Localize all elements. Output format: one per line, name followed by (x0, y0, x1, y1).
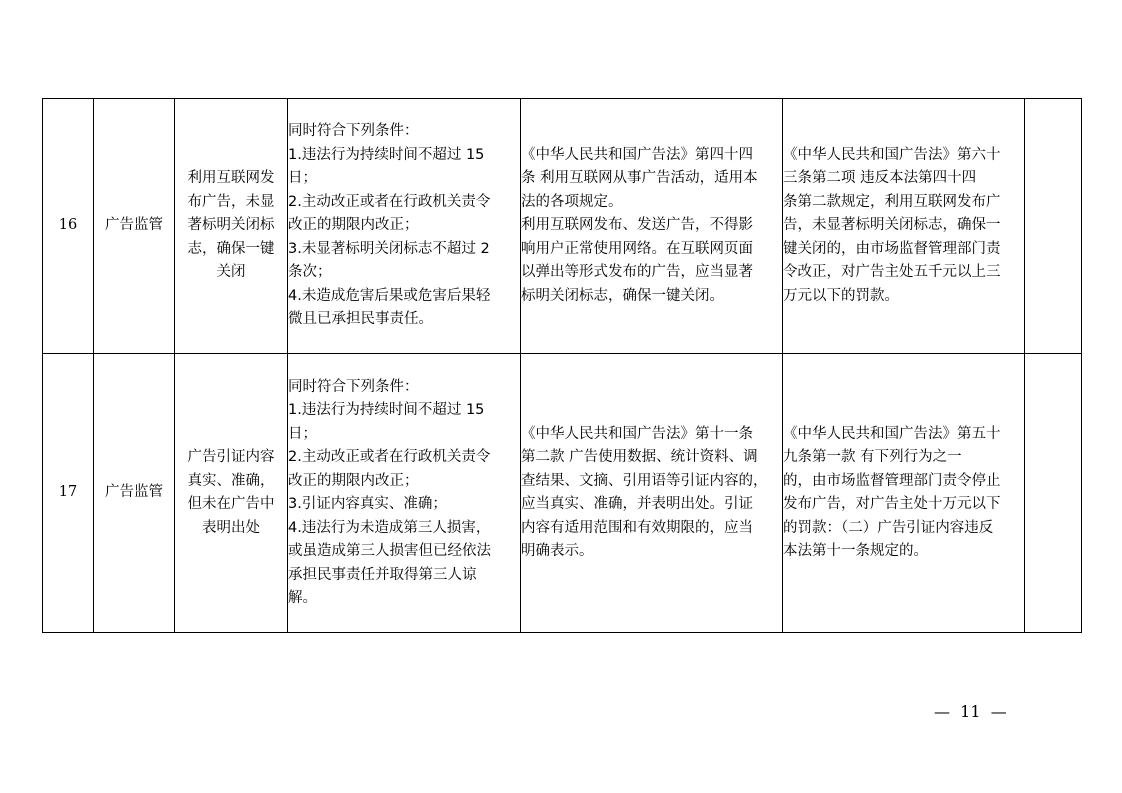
text-line: 三条第二项 违反本法第四十四 (783, 170, 977, 187)
text-line: 《中华人民共和国广告法》第十一条 (521, 425, 753, 442)
text-line: 1.违法行为持续时间不超过 15 (288, 146, 485, 163)
text-line: 万元以下的罚款。 (783, 287, 899, 304)
text-line: 的罚款：（二）广告引证内容违反 (783, 519, 994, 536)
matter-cell (175, 354, 288, 633)
page-number: — 11 — (934, 702, 1007, 721)
remark-cell (1025, 99, 1082, 354)
text-line: 著标明关闭标 (187, 217, 275, 234)
text-line: 《中华人民共和国广告法》第四十四 (521, 146, 753, 163)
row-number: 17 (43, 354, 94, 633)
text-line: 键关闭的，由市场监督管理部门责 (783, 240, 1001, 257)
condition-cell (288, 354, 521, 633)
enforcement-table (42, 98, 1082, 633)
text-line: 利用互联网发布、发送广告，不得影 (521, 217, 753, 234)
legal-basis-cell (521, 99, 783, 354)
text-line: 以弹出等形式发布的广告，应当显著 (521, 264, 753, 281)
text-line: 《中华人民共和国广告法》第六十 (783, 146, 1001, 163)
text-line: 表明出处 (202, 519, 260, 536)
text-line: 条 利用互联网从事广告活动，适用本 (521, 170, 758, 187)
text-line: 令改正，对广告主处五千元以上三 (783, 264, 1001, 281)
text-line: 2.主动改正或者在行政机关责令 (288, 193, 491, 210)
text-line: 本法第十一条规定的。 (783, 543, 928, 559)
text-line: 志，确保一键 (187, 240, 275, 257)
text-line: 广告引证内容 (187, 449, 275, 465)
text-line: 4.未造成危害后果或危害后果轻 (288, 287, 491, 304)
text-line: 但未在广告中 (187, 496, 275, 512)
row-number: 16 (43, 99, 94, 354)
text-line: 标明关闭标志，确保一键关闭。 (521, 287, 724, 304)
text-line: 发布广告，对广告主处十万元以下 (783, 496, 1001, 512)
text-line: 《中华人民共和国广告法》第五十 (783, 425, 1001, 442)
text-line: 微且已承担民事责任。 (288, 311, 433, 328)
text-line: 改正的期限内改正； (288, 217, 419, 234)
legal-basis-cell (521, 354, 783, 633)
text-line: 1.违法行为持续时间不超过 15 (288, 402, 485, 418)
text-line: 或虽造成第三人损害但已经依法 (288, 543, 491, 559)
text-line: 第二款 广告使用数据、统计资料、调 (521, 449, 758, 465)
text-line: 关闭 (216, 264, 246, 281)
text-line: 的，由市场监督管理部门责令停止 (783, 472, 1001, 489)
text-line: 响用户正常使用网络。在互联网页面 (521, 240, 753, 257)
text-line: 条次； (288, 264, 332, 281)
text-line: 同时符合下列条件： (288, 378, 419, 395)
table-row (43, 354, 1082, 633)
text-line: 布广告，未显 (187, 193, 275, 210)
text-line: 4.违法行为未造成第三人损害， (288, 519, 491, 536)
penalty-basis-cell (783, 354, 1025, 633)
text-line: 改正的期限内改正； (288, 472, 419, 489)
text-line: 九条第一款 有下列行为之一 (783, 449, 962, 465)
text-line: 明确表示。 (521, 543, 594, 559)
penalty-basis-cell (783, 99, 1025, 354)
text-line: 法的各项规定。 (521, 193, 623, 210)
text-line: 告，未显著标明关闭标志，确保一 (783, 217, 1001, 234)
text-line: 利用互联网发 (187, 170, 275, 187)
text-line: 真实、准确， (187, 472, 275, 489)
text-line: 条第二款规定，利用互联网发布广 (783, 193, 1001, 210)
text-line: 同时符合下列条件： (288, 123, 419, 140)
text-line: 承担民事责任并取得第三人谅 (288, 566, 477, 583)
remark-cell (1025, 354, 1082, 633)
condition-cell (288, 99, 521, 354)
text-line: 内容有适用范围和有效期限的，应当 (521, 519, 753, 536)
table-row (43, 99, 1082, 354)
text-line: 3.未显著标明关闭标志不超过 2 (288, 240, 490, 257)
text-line: 应当真实、准确，并表明出处。引证 (521, 496, 753, 512)
text-line: 解。 (288, 590, 317, 606)
text-line: 日； (288, 425, 317, 442)
matter-cell (175, 99, 288, 354)
text-line: 3.引证内容真实、准确； (288, 496, 447, 512)
text-line: 2.主动改正或者在行政机关责令 (288, 449, 491, 465)
text-line: 日； (288, 170, 317, 187)
text-line: 查结果、文摘、引用语等引证内容的， (521, 472, 768, 489)
category-cell: 广告监管 (94, 99, 175, 354)
category-cell: 广告监管 (94, 354, 175, 633)
